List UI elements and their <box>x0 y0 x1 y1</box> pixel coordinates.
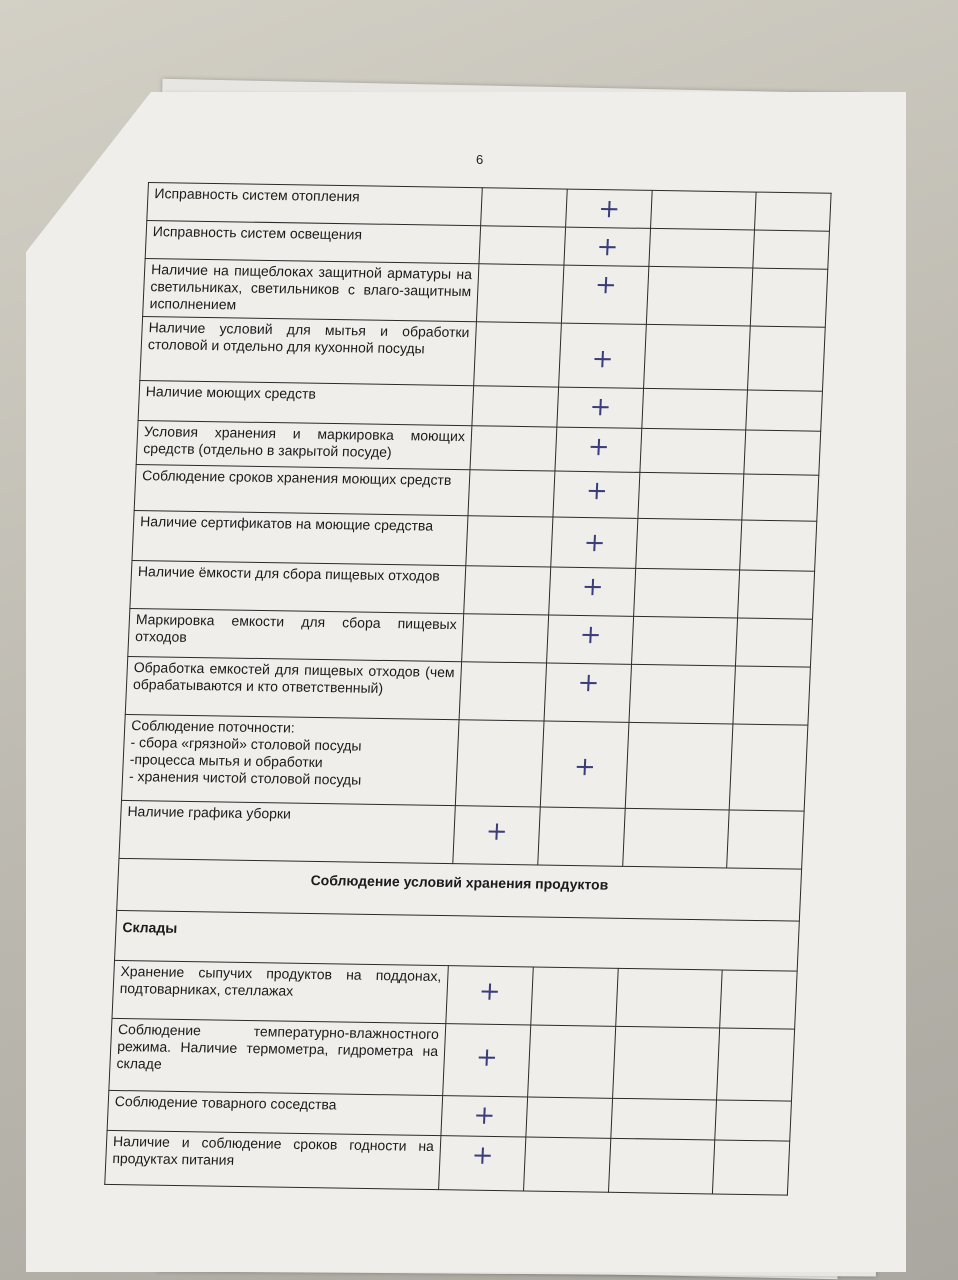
empty-cell <box>531 967 619 1026</box>
mark-cell <box>441 1096 528 1137</box>
mark-cell <box>562 265 650 324</box>
empty-cell <box>616 968 722 1028</box>
page-number: 6 <box>476 152 484 167</box>
empty-cell <box>470 426 557 471</box>
criterion-cell: Исправность систем отопления <box>147 183 482 226</box>
handwritten-plus-mark: + <box>579 620 603 651</box>
empty-cell <box>632 616 737 666</box>
handwritten-plus-mark: + <box>478 976 502 1007</box>
empty-cell <box>716 1028 794 1101</box>
criterion-cell: Наличие на пищеблоках защитной арматуры на светильниках, светильников с влаго-защитным исполнением <box>143 258 479 321</box>
table-row <box>105 1130 790 1195</box>
mark-cell <box>549 567 636 616</box>
empty-cell <box>644 324 750 390</box>
mark-cell <box>439 1136 527 1191</box>
handwritten-plus-mark: + <box>587 432 611 463</box>
handwritten-plus-mark: + <box>583 528 607 559</box>
empty-cell <box>474 322 562 387</box>
mark-cell <box>446 966 534 1025</box>
empty-cell <box>647 266 753 326</box>
empty-cell <box>611 1098 716 1140</box>
empty-cell <box>538 807 626 866</box>
handwritten-plus-mark: + <box>595 232 620 263</box>
empty-cell <box>745 390 822 431</box>
criterion-cell: Наличие ёмкости для сбора пищевых отходов <box>130 560 466 613</box>
empty-cell <box>462 614 549 663</box>
mark-cell <box>566 189 653 228</box>
criterion-cell: Наличие условий для мытья и обработки столовой и отдельно для кухонной посуды <box>140 316 477 385</box>
inspection-table <box>104 182 831 1196</box>
criterion-line: -процесса мытья и обработки <box>129 751 324 771</box>
empty-cell <box>634 568 739 618</box>
criterion-cell: Наличие сертификатов на моющие средства <box>132 510 468 565</box>
empty-cell <box>726 810 804 869</box>
table-row <box>119 800 804 869</box>
table-row <box>112 960 797 1029</box>
empty-cell <box>642 388 747 430</box>
handwritten-plus-mark: + <box>594 270 618 301</box>
empty-cell <box>742 474 819 521</box>
table-row <box>125 656 810 725</box>
handwritten-plus-mark: + <box>485 816 509 848</box>
empty-cell <box>750 268 828 327</box>
mark-cell <box>553 471 640 518</box>
empty-cell <box>753 230 830 269</box>
handwritten-plus-mark: + <box>475 1042 499 1073</box>
empty-cell <box>609 1138 715 1194</box>
criterion-cell: Обработка емкостей для пищевых отходов (чем обрабатываются и кто ответственный) <box>125 656 461 719</box>
empty-cell <box>623 808 729 868</box>
subsection-title: Склады <box>115 910 800 971</box>
criterion-cell: Условия хранения и маркировка моющих средств (отдельно в закрытой посуде) <box>136 420 472 469</box>
mark-cell <box>547 615 634 664</box>
empty-cell <box>613 1026 719 1100</box>
criterion-line: - сбора «грязной» столовой посуды <box>130 734 362 754</box>
empty-cell <box>737 570 814 619</box>
empty-cell <box>747 326 825 391</box>
empty-cell <box>455 720 544 807</box>
empty-cell <box>744 430 821 475</box>
criterion-cell: Наличие и соблюдение сроков годности на продуктах питания <box>105 1130 441 1189</box>
criterion-cell: Маркировка емкости для сбора пищевых отходов <box>128 608 464 661</box>
empty-cell <box>526 1097 613 1138</box>
empty-cell <box>636 518 741 570</box>
empty-cell <box>719 970 797 1029</box>
empty-cell <box>712 1140 790 1195</box>
empty-cell <box>626 722 733 810</box>
table-row <box>109 1018 795 1101</box>
empty-cell <box>476 264 564 323</box>
criterion-cell: Соблюдение сроков хранения моющих средств <box>134 464 470 515</box>
empty-cell <box>524 1137 612 1192</box>
mark-cell <box>453 806 541 865</box>
criterion-cell: Соблюдение температурно-влажностного режима. Наличие термометра, гидрометра на складе <box>109 1018 446 1095</box>
empty-cell <box>528 1025 616 1098</box>
criterion-cell <box>122 714 460 805</box>
criterion-line: - хранения чистой столовой посуды <box>128 768 362 788</box>
empty-cell <box>466 516 553 567</box>
table-row <box>122 714 808 811</box>
mark-cell <box>540 721 629 808</box>
table-row <box>143 258 828 327</box>
empty-cell <box>479 226 566 265</box>
empty-cell <box>754 192 831 231</box>
handwritten-plus-mark: + <box>585 476 609 507</box>
criterion-cell: Наличие моющих средств <box>138 380 474 425</box>
criterion-cell: Соблюдение товарного соседства <box>107 1090 443 1135</box>
empty-cell <box>481 188 568 227</box>
table-row <box>140 316 825 391</box>
criterion-cell: Хранение сыпучих продуктов на поддонах, подтоварниках, стеллажах <box>112 960 448 1023</box>
empty-cell <box>459 662 547 721</box>
mark-cell <box>443 1024 531 1097</box>
mark-cell <box>544 663 632 722</box>
empty-cell <box>739 520 816 571</box>
empty-cell <box>629 664 735 724</box>
criterion-cell: Исправность систем освещения <box>145 221 480 264</box>
mark-cell <box>551 517 638 568</box>
empty-cell <box>464 566 551 615</box>
section-title: Соблюдение условий хранения продуктов <box>117 858 802 921</box>
handwritten-plus-mark: + <box>471 1140 495 1171</box>
empty-cell <box>729 724 808 811</box>
mark-cell <box>557 387 644 428</box>
empty-cell <box>468 470 555 517</box>
mark-cell <box>564 227 651 266</box>
empty-cell <box>733 666 811 725</box>
criterion-cell: Наличие графика уборки <box>119 800 455 863</box>
handwritten-plus-mark: + <box>591 344 615 375</box>
empty-cell <box>638 472 743 520</box>
empty-cell <box>651 190 756 230</box>
empty-cell <box>649 228 754 268</box>
handwritten-plus-mark: + <box>597 194 621 225</box>
criterion-line: Соблюдение поточности: <box>130 717 296 736</box>
handwritten-plus-mark: + <box>589 392 613 423</box>
handwritten-plus-mark: + <box>472 1100 496 1131</box>
mark-cell <box>555 427 642 472</box>
handwritten-plus-mark: + <box>581 572 605 603</box>
empty-cell <box>640 428 745 474</box>
mark-cell <box>559 323 647 388</box>
empty-cell <box>715 1100 792 1141</box>
handwritten-plus-mark: + <box>573 752 597 783</box>
handwritten-plus-mark: + <box>576 668 601 699</box>
empty-cell <box>735 618 812 667</box>
empty-cell <box>472 386 559 427</box>
